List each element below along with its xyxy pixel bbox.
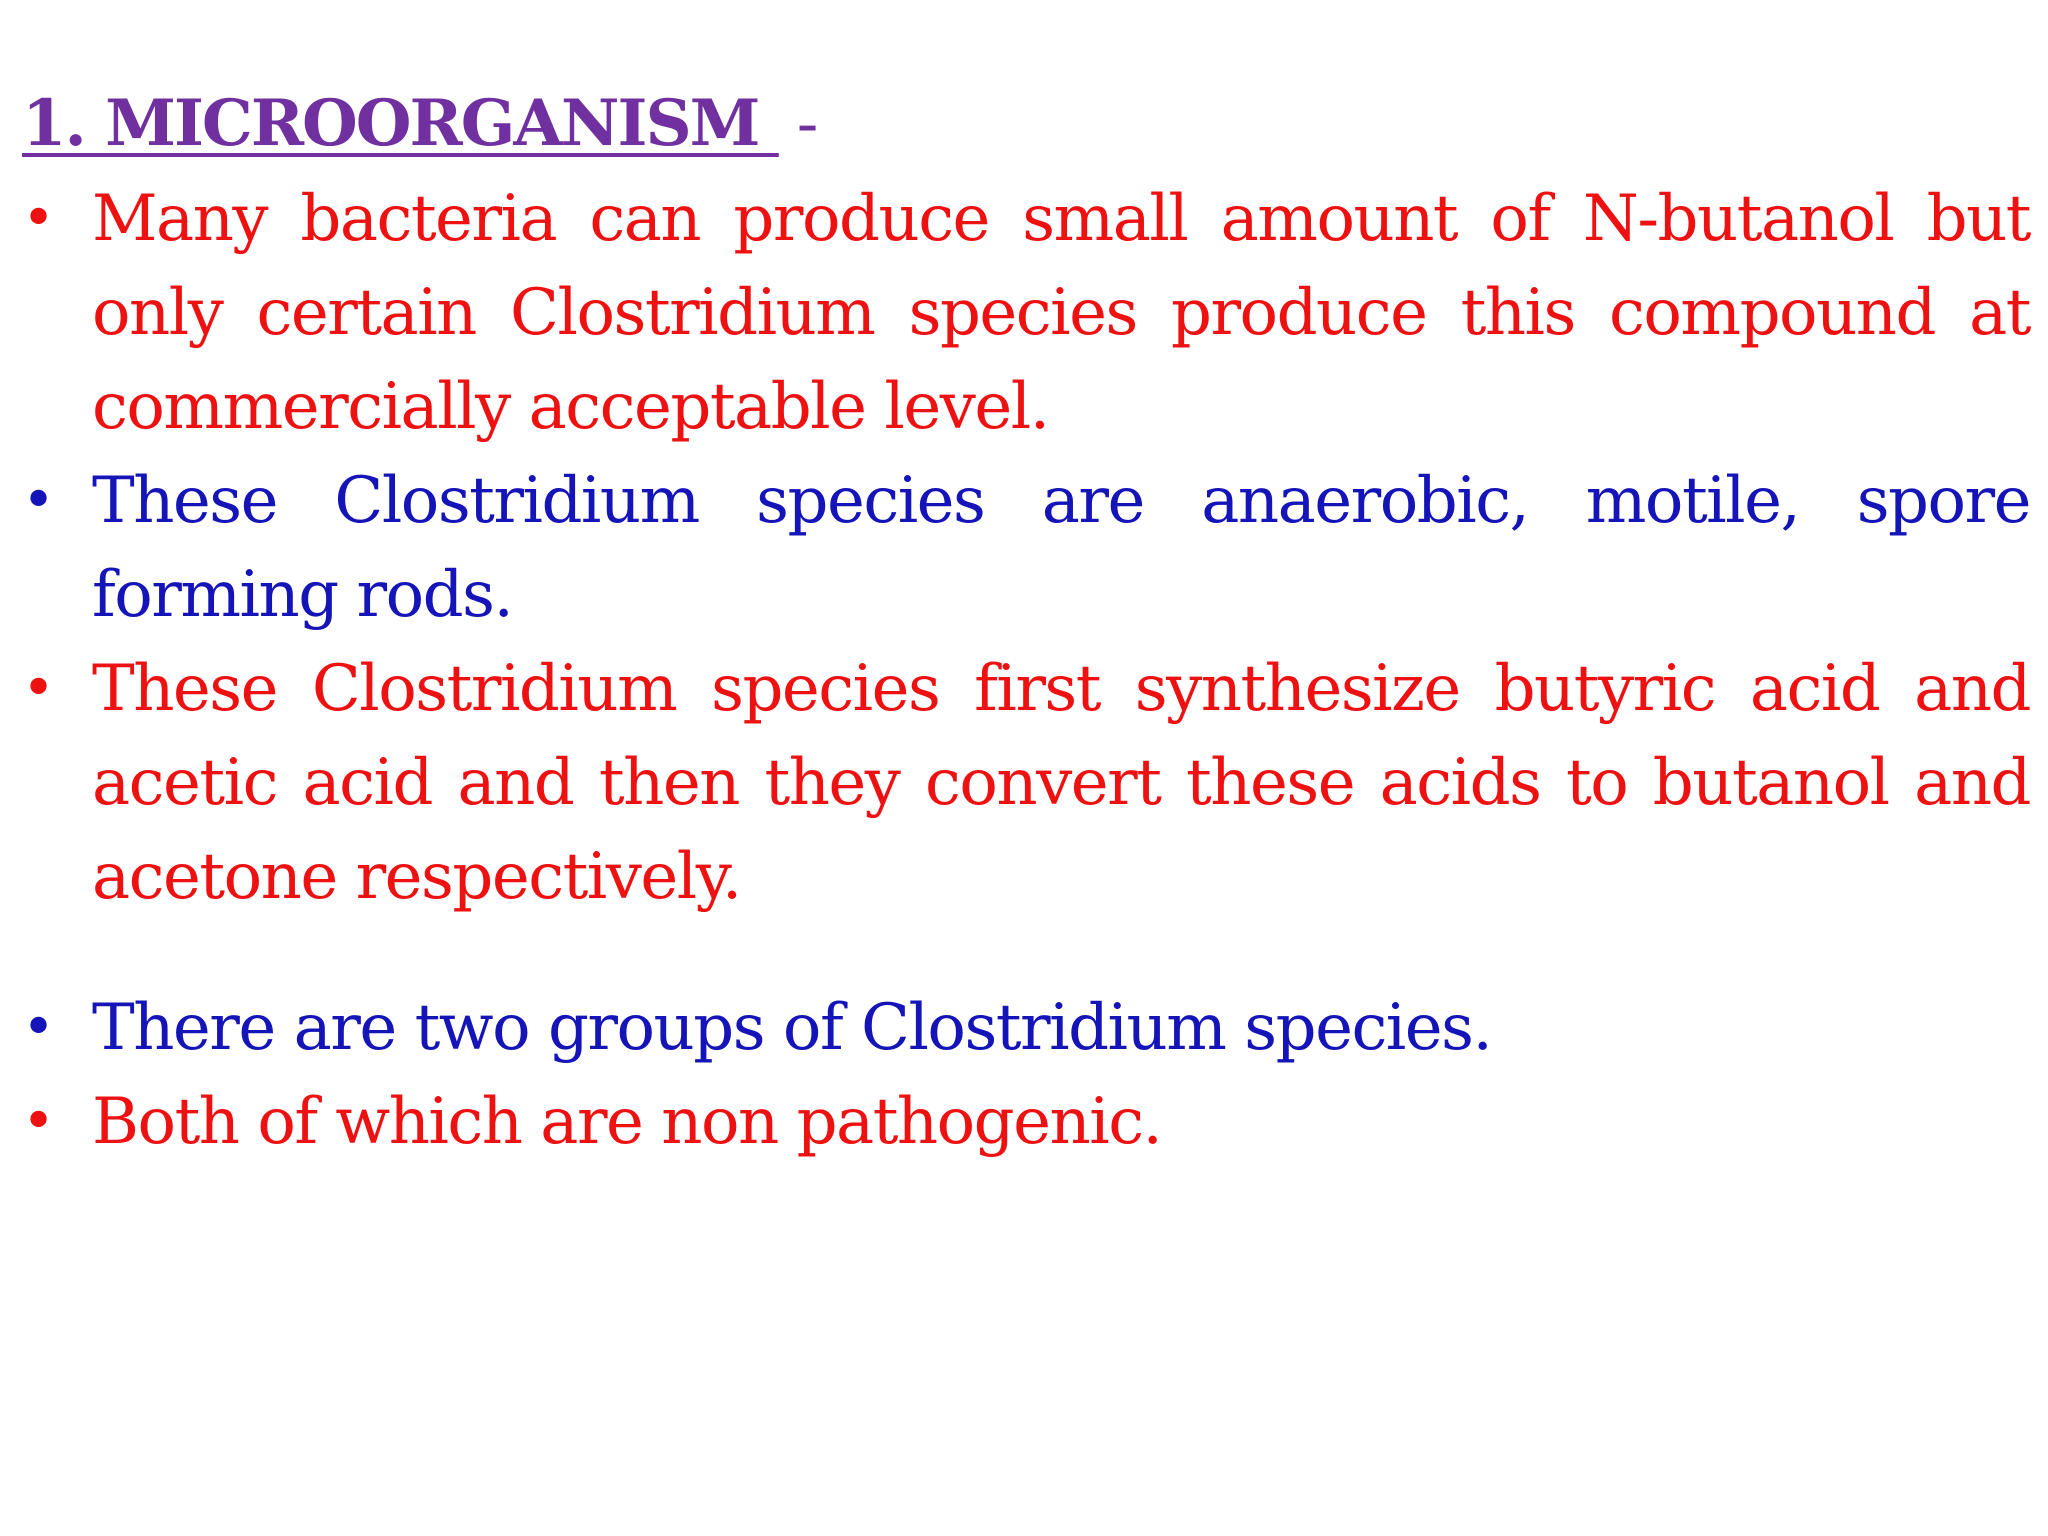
bullet-text: These Clostridium species are anaerobic, motile, spore forming rods. — [92, 464, 2030, 632]
section-heading — [22, 76, 816, 172]
bullet-item-4 — [0, 981, 2048, 1075]
bullet-text: There are two groups of Clostridium species. — [92, 991, 1492, 1065]
bullet-icon: • — [22, 1089, 54, 1154]
bullet-icon: • — [22, 186, 54, 251]
bullet-text: These Clostridium species first synthesize butyric acid and acetic acid and then they convert these acids to butanol and acetone respectively. — [92, 652, 2030, 914]
bullet-text: Both of which are non pathogenic. — [92, 1085, 1162, 1159]
bullet-icon: • — [22, 468, 54, 533]
heading-title: 1. MICROORGANISM — [22, 86, 779, 161]
bullet-item-1 — [0, 172, 2048, 454]
bullet-text: Many bacteria can produce small amount of N-butanol but only certain Clostridium species produce this compound at commercially acceptable level. — [92, 182, 2030, 444]
bullet-item-2 — [0, 454, 2048, 642]
spacer — [0, 924, 2048, 981]
bullet-icon: • — [22, 995, 54, 1060]
bullet-icon: • — [22, 656, 54, 721]
bullet-list — [0, 172, 2048, 1169]
bullet-item-3 — [0, 642, 2048, 924]
bullet-item-5 — [0, 1075, 2048, 1169]
heading-dash: - — [796, 87, 817, 161]
